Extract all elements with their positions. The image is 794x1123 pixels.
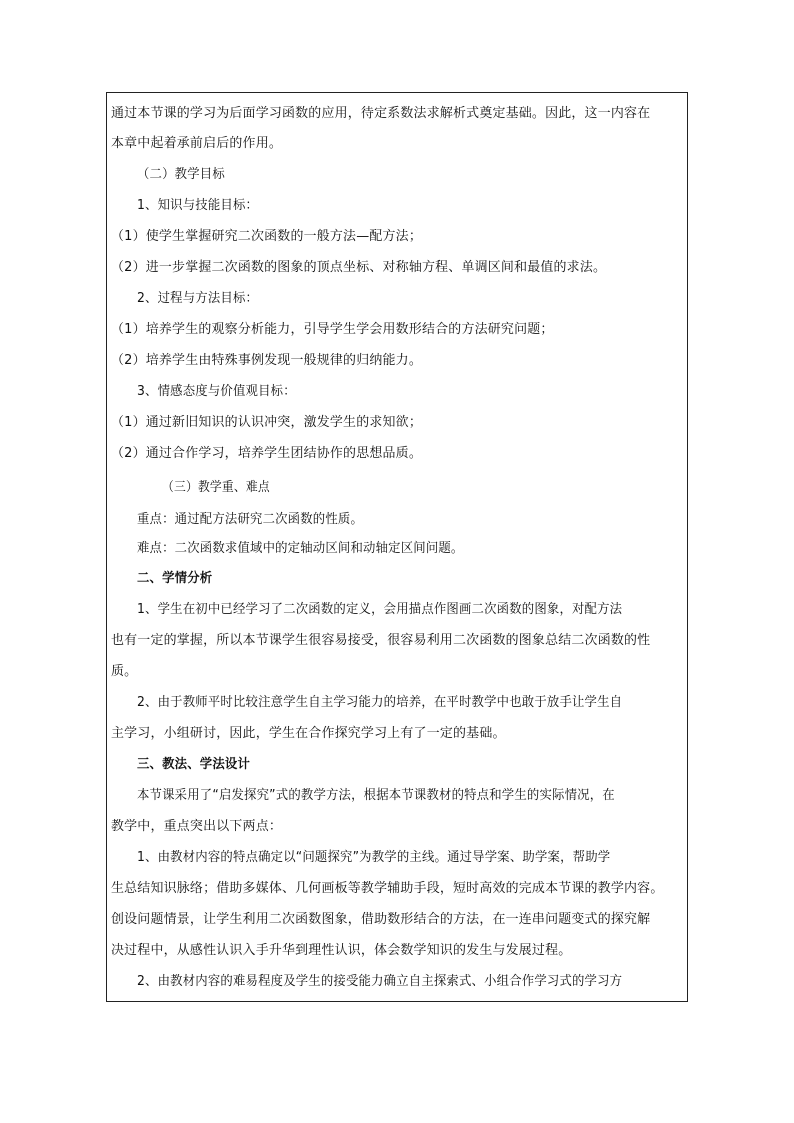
paragraph-line: 本章中起着承前启后的作用。 xyxy=(111,136,283,151)
paragraph-line: 2、由于教师平时比较注意学生自主学习能力的培养，在平时教学中也敢于放手让学生自 xyxy=(137,695,623,710)
list-item: （2）通过合作学习，培养学生团结协作的思想品质。 xyxy=(111,446,422,461)
list-item: （1）培养学生的观察分析能力，引导学生学会用数形结合的方法研究问题； xyxy=(111,322,554,337)
section-heading: （二）教学目标 xyxy=(137,167,225,182)
paragraph-line: 也有一定的掌握，所以本节课学生很容易接受，很容易利用二次函数的图象总结二次函数的性 xyxy=(111,633,651,648)
list-item: （2）培养学生由特殊事例发现一般规律的归纳能力。 xyxy=(111,353,422,368)
section-title: 二、学情分析 xyxy=(137,571,213,586)
paragraph-line: 质。 xyxy=(111,664,138,679)
paragraph-line: 生总结知识脉络；借助多媒体、几何画板等教学辅助手段，短时高效的完成本节课的教学内容。 xyxy=(111,881,664,896)
paragraph-line: 本节课采用了“启发探究”式的教学方法，根据本节课教材的特点和学生的实际情况，在 xyxy=(137,788,615,803)
list-item: （2）进一步掌握二次函数的图象的顶点坐标、对称轴方程、单调区间和最值的求法。 xyxy=(111,260,607,275)
paragraph-line: 重点：通过配方法研究二次函数的性质。 xyxy=(137,512,364,527)
paragraph-line: 教学中，重点突出以下两点： xyxy=(111,819,283,834)
paragraph-line: 通过本节课的学习为后面学习函数的应用，待定系数法求解析式奠定基础。因此，这一内容在 xyxy=(111,106,651,121)
subsection-heading: 3、情感态度与价值观目标： xyxy=(137,384,296,399)
paragraph-line: 1、学生在初中已经学习了二次函数的定义，会用描点作图画二次函数的图象，对配方法 xyxy=(137,602,623,617)
list-item: （1）使学生掌握研究二次函数的一般方法—配方法； xyxy=(111,229,422,244)
paragraph-line: 2、由教材内容的难易程度及学生的接受能力确立自主探索式、小组合作学习式的学习方 xyxy=(137,974,623,989)
section-heading: （三）教学重、难点 xyxy=(162,480,270,495)
subsection-heading: 1、知识与技能目标： xyxy=(137,198,259,213)
paragraph-line: 难点：二次函数求值域中的定轴动区间和动轴定区间问题。 xyxy=(137,541,464,556)
paragraph-line: 创设问题情景，让学生利用二次函数图象，借助数形结合的方法，在一连串问题变式的探究解 xyxy=(111,912,651,927)
subsection-heading: 2、过程与方法目标： xyxy=(137,291,259,306)
paragraph-line: 决过程中，从感性认识入手升华到理性认识，体会数学知识的发生与发展过程。 xyxy=(111,943,572,958)
paragraph-line: 1、由教材内容的特点确定以“问题探究”为教学的主线。通过导学案、助学案，帮助学 xyxy=(137,850,611,865)
list-item: （1）通过新旧知识的认识冲突，激发学生的求知欲； xyxy=(111,415,422,430)
section-title: 三、教法、学法设计 xyxy=(137,757,251,772)
paragraph-line: 主学习，小组研讨，因此，学生在合作探究学习上有了一定的基础。 xyxy=(111,726,506,741)
